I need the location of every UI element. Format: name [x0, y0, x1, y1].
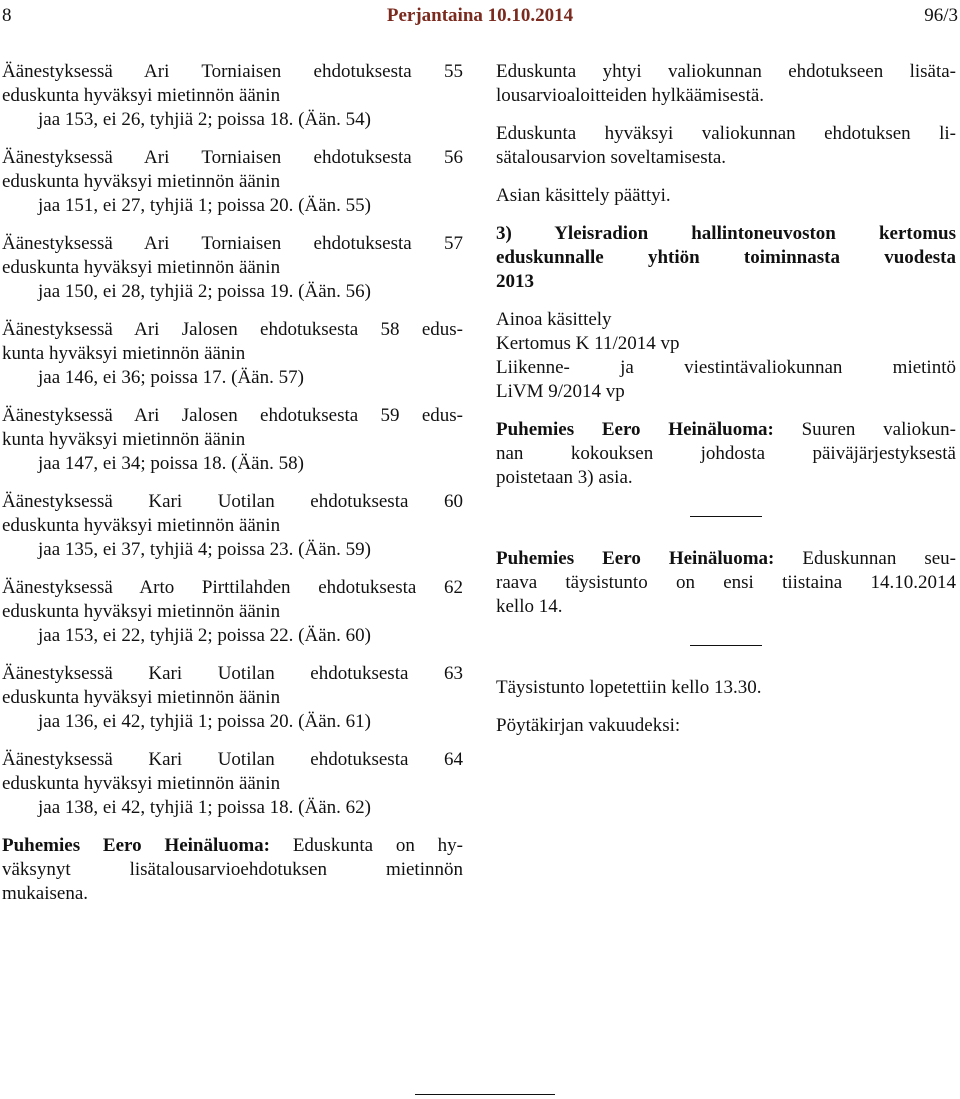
- vote-line: eduskunta hyväksyi mietinnön äänin: [2, 171, 281, 192]
- vote-line: eduskunta hyväksyi mietinnön äänin: [2, 257, 281, 278]
- vote-result: jaa 138, ei 42, tyhjiä 1; poissa 18. (Ään. 62): [38, 797, 371, 818]
- paragraph: [496, 60, 956, 108]
- vote-line: kunta hyväksyi mietinnön äänin: [2, 429, 246, 450]
- statement-text: Eduskunnan seu-: [802, 548, 957, 569]
- vote-line: Äänestyksessä Ari Jalosen ehdotuksesta 58 edus-: [2, 319, 463, 340]
- page-header: [2, 4, 958, 30]
- detail-line: Liikenne- ja viestintävaliokunnan mietintö: [496, 357, 956, 378]
- detail-line: Ainoa käsittely: [496, 309, 612, 330]
- statement-text: Suuren valiokun-: [801, 419, 957, 440]
- speaker-statement: [2, 834, 463, 906]
- vote-result: jaa 146, ei 36; poissa 17. (Ään. 57): [38, 367, 304, 388]
- vote-entry: [2, 232, 463, 304]
- detail-line: LiVM 9/2014 vp: [496, 381, 625, 402]
- vote-line: Äänestyksessä Arto Pirttilahden ehdotuksesta 62: [2, 577, 463, 598]
- vote-line: Äänestyksessä Kari Uotilan ehdotuksesta 60: [2, 491, 463, 512]
- vote-line: eduskunta hyväksyi mietinnön äänin: [2, 85, 281, 106]
- heading-line: 2013: [496, 271, 534, 292]
- vote-line: Äänestyksessä Ari Jalosen ehdotuksesta 59 edus-: [2, 405, 463, 426]
- heading-line: 3) Yleisradion hallintoneuvoston kertomus: [496, 223, 956, 244]
- statement-line: kello 14.: [496, 596, 563, 617]
- agenda-item-heading: [496, 222, 956, 294]
- vote-entry: [2, 404, 463, 476]
- page-number: 8: [2, 5, 12, 26]
- section-divider: [690, 645, 762, 646]
- right-column: [496, 60, 956, 752]
- vote-line: eduskunta hyväksyi mietinnön äänin: [2, 601, 281, 622]
- vote-result: jaa 150, ei 28, tyhjiä 2; poissa 19. (Ään. 56): [38, 281, 371, 302]
- vote-line: Äänestyksessä Ari Torniaisen ehdotuksesta 57: [2, 233, 463, 254]
- statement-line: [496, 547, 956, 571]
- vote-entry: [2, 662, 463, 734]
- paragraph-line: lousarvioaloitteiden hylkäämisestä.: [496, 85, 765, 106]
- page-footer-rule: [415, 1094, 555, 1095]
- vote-result: jaa 147, ei 34; poissa 18. (Ään. 58): [38, 453, 304, 474]
- speaker-name: Puhemies Eero Heinäluoma:: [496, 548, 775, 569]
- vote-result: jaa 153, ei 26, tyhjiä 2; poissa 18. (Ään. 54): [38, 109, 371, 130]
- speaker-name: Puhemies Eero Heinäluoma:: [496, 419, 774, 440]
- speaker-name: Puhemies Eero Heinäluoma:: [2, 835, 270, 856]
- statement-line: väksynyt lisätalousarvioehdotuksen mietinnön: [2, 859, 463, 880]
- speaker-statement: [496, 418, 956, 490]
- statement-line: [2, 834, 463, 858]
- vote-line: eduskunta hyväksyi mietinnön äänin: [2, 515, 281, 536]
- left-column: [2, 60, 463, 920]
- paragraph: [496, 122, 956, 170]
- paragraph-line: Eduskunta yhtyi valiokunnan ehdotukseen lisäta-: [496, 61, 956, 82]
- paragraph-line: sätalousarvion soveltamisesta.: [496, 147, 727, 168]
- vote-line: Äänestyksessä Ari Torniaisen ehdotuksesta 55: [2, 61, 463, 82]
- vote-result: jaa 151, ei 27, tyhjiä 1; poissa 20. (Ään. 55): [38, 195, 371, 216]
- vote-result: jaa 135, ei 37, tyhjiä 4; poissa 23. (Ään. 59): [38, 539, 371, 560]
- paragraph: [496, 184, 956, 208]
- vote-line: kunta hyväksyi mietinnön äänin: [2, 343, 246, 364]
- vote-entry: [2, 60, 463, 132]
- statement-line: mukaisena.: [2, 883, 89, 904]
- statement-line: [496, 418, 956, 442]
- vote-entry: [2, 576, 463, 648]
- statement-line: poistetaan 3) asia.: [496, 467, 633, 488]
- vote-entry: [2, 318, 463, 390]
- session-number: 96/3: [924, 5, 958, 26]
- paragraph-line: Täysistunto lopetettiin kello 13.30.: [496, 677, 762, 698]
- vote-line: Äänestyksessä Kari Uotilan ehdotuksesta 63: [2, 663, 463, 684]
- paragraph: [496, 714, 956, 738]
- vote-result: jaa 136, ei 42, tyhjiä 1; poissa 20. (Ään. 61): [38, 711, 371, 732]
- vote-entry: [2, 748, 463, 820]
- paragraph-line: Pöytäkirjan vakuudeksi:: [496, 715, 681, 736]
- speaker-statement: [496, 547, 956, 619]
- vote-line: Äänestyksessä Kari Uotilan ehdotuksesta 64: [2, 749, 463, 770]
- agenda-item-details: [496, 308, 956, 404]
- vote-line: Äänestyksessä Ari Torniaisen ehdotuksesta 56: [2, 147, 463, 168]
- vote-line: eduskunta hyväksyi mietinnön äänin: [2, 773, 281, 794]
- vote-line: eduskunta hyväksyi mietinnön äänin: [2, 687, 281, 708]
- paragraph-line: Asian käsittely päättyi.: [496, 185, 671, 206]
- section-divider: [690, 516, 762, 517]
- heading-line: eduskunnalle yhtiön toiminnasta vuodesta: [496, 247, 956, 268]
- vote-result: jaa 153, ei 22, tyhjiä 2; poissa 22. (Ään. 60): [38, 625, 371, 646]
- statement-line: nan kokouksen johdosta päiväjärjestyksestä: [496, 443, 956, 464]
- paragraph: [496, 676, 956, 700]
- statement-line: raava täysistunto on ensi tiistaina 14.10.2014: [496, 572, 956, 593]
- statement-text: Eduskunta on hy-: [292, 835, 464, 856]
- vote-entry: [2, 490, 463, 562]
- vote-entry: [2, 146, 463, 218]
- page-date: Perjantaina 10.10.2014: [386, 5, 574, 26]
- paragraph-line: Eduskunta hyväksyi valiokunnan ehdotuksen li-: [496, 123, 956, 144]
- detail-line: Kertomus K 11/2014 vp: [496, 333, 680, 354]
